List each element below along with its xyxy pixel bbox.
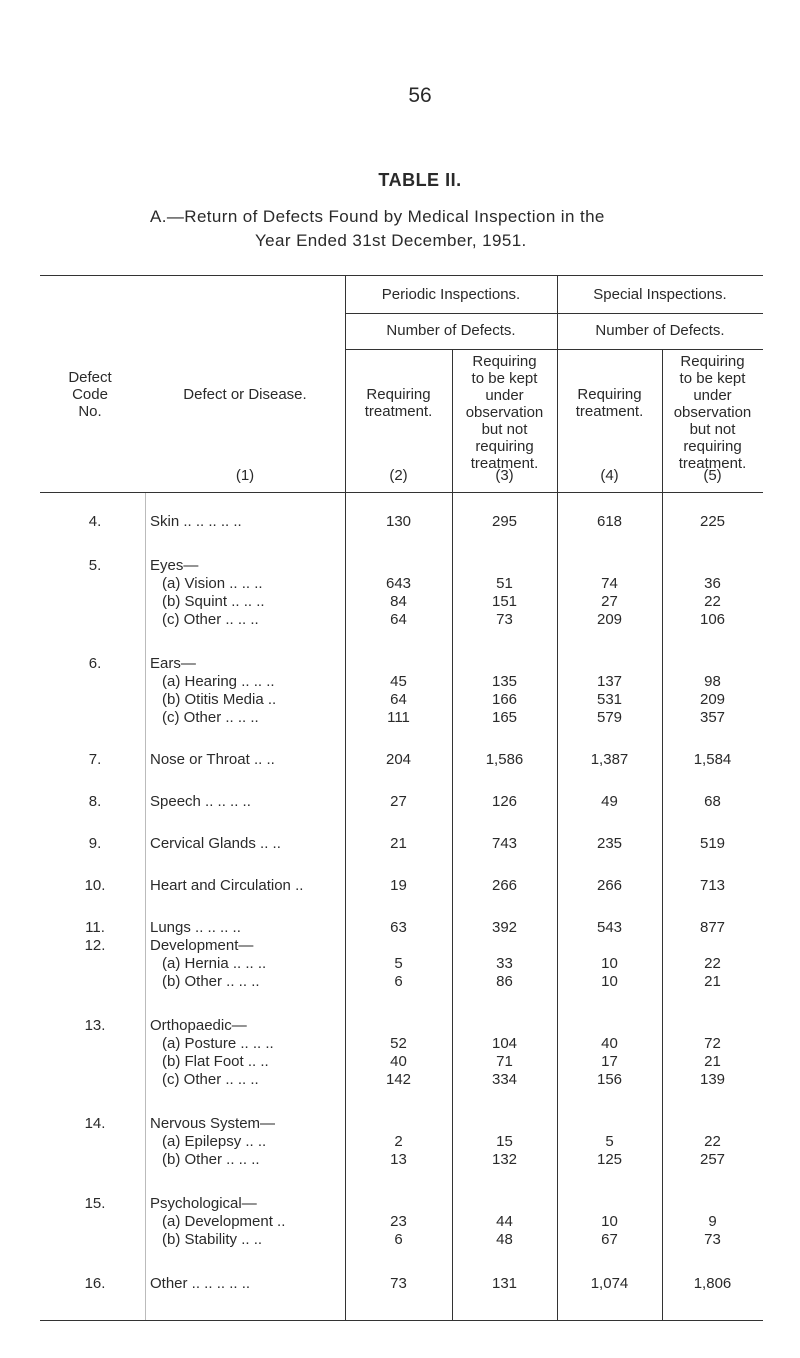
defect-count-col3: 165 bbox=[491, 709, 518, 726]
defect-label bbox=[150, 835, 281, 852]
leader-dots: .. .. .. .. bbox=[200, 793, 251, 810]
header-defect: Defect or Disease. bbox=[183, 386, 307, 403]
defect-count-col2: 643 bbox=[385, 575, 412, 592]
defect-code: 10. bbox=[84, 877, 106, 894]
defect-sub-marker: (a) bbox=[162, 1035, 185, 1052]
defect-label bbox=[150, 751, 275, 768]
defect-count-col4: 1,387 bbox=[590, 751, 629, 768]
defect-code: 5. bbox=[88, 557, 102, 574]
defect-name: Speech bbox=[150, 793, 201, 810]
defect-label bbox=[162, 973, 260, 990]
defect-count-col3: 743 bbox=[491, 835, 518, 852]
defect-sub-marker: (b) bbox=[162, 973, 185, 990]
defect-label bbox=[162, 575, 263, 592]
defect-label bbox=[162, 1231, 262, 1248]
leader-dots: .. .. bbox=[243, 1053, 269, 1070]
defect-label bbox=[150, 655, 196, 672]
leader-dots: .. .. bbox=[255, 835, 281, 852]
defect-count-col3: 132 bbox=[491, 1151, 518, 1168]
defect-count-col5: 9 bbox=[708, 1213, 717, 1230]
defect-count-col4: 10 bbox=[601, 1213, 618, 1230]
header-code: Defect Code No. bbox=[68, 369, 112, 420]
header-number-defects-periodic: Number of Defects. bbox=[386, 322, 516, 339]
header-col4: (4) bbox=[600, 467, 619, 484]
leader-dots: .. bbox=[290, 877, 304, 894]
leader-dots: .. bbox=[263, 691, 277, 708]
leader-dots: .. .. .. bbox=[221, 1071, 259, 1088]
defect-name: Flat Foot bbox=[184, 1053, 244, 1070]
defect-count-col5: 713 bbox=[699, 877, 726, 894]
defect-count-col3: 48 bbox=[496, 1231, 513, 1248]
defect-label bbox=[150, 919, 241, 936]
defect-count-col5: 21 bbox=[704, 973, 721, 990]
defect-label bbox=[150, 513, 242, 530]
defect-count-col2: 52 bbox=[390, 1035, 407, 1052]
defect-name: Otitis Media bbox=[184, 691, 264, 708]
defect-label bbox=[150, 877, 303, 894]
defect-count-col3: 51 bbox=[496, 575, 513, 592]
defect-count-col3: 73 bbox=[496, 611, 513, 628]
defect-name: Nose or Throat bbox=[150, 751, 250, 768]
defect-sub-marker: (a) bbox=[162, 1133, 185, 1150]
defect-sub-marker: (a) bbox=[162, 1213, 185, 1230]
defect-count-col2: 27 bbox=[390, 793, 407, 810]
defect-count-col3: 71 bbox=[496, 1053, 513, 1070]
defect-count-col5: 357 bbox=[699, 709, 726, 726]
defect-count-col5: 1,806 bbox=[693, 1275, 732, 1292]
page-number: 56 bbox=[408, 84, 432, 107]
defect-count-col5: 106 bbox=[699, 611, 726, 628]
defect-count-col3: 15 bbox=[496, 1133, 513, 1150]
defect-name: Eyes— bbox=[150, 557, 199, 574]
defect-count-col5: 73 bbox=[704, 1231, 721, 1248]
defect-count-col5: 22 bbox=[704, 1133, 721, 1150]
defect-name: Squint bbox=[184, 593, 228, 610]
defect-count-col3: 86 bbox=[496, 973, 513, 990]
defect-count-col5: 225 bbox=[699, 513, 726, 530]
defect-label bbox=[162, 691, 276, 708]
defect-code: 7. bbox=[88, 751, 102, 768]
defect-count-col2: 204 bbox=[385, 751, 412, 768]
defect-label bbox=[150, 557, 198, 574]
defect-name: Other bbox=[183, 1071, 222, 1088]
defect-count-col3: 392 bbox=[491, 919, 518, 936]
defect-count-col4: 17 bbox=[601, 1053, 618, 1070]
defect-name: Nervous System— bbox=[150, 1115, 276, 1132]
defect-name: Other bbox=[184, 973, 223, 990]
leader-dots: .. .. bbox=[241, 1133, 267, 1150]
defect-name: Epilepsy bbox=[184, 1133, 242, 1150]
defect-count-col5: 36 bbox=[704, 575, 721, 592]
header-number-defects-special: Number of Defects. bbox=[595, 322, 725, 339]
leader-dots: .. .. .. bbox=[222, 1151, 260, 1168]
header-bottom-rule bbox=[40, 492, 763, 493]
defect-label bbox=[162, 611, 259, 628]
defect-count-col2: 64 bbox=[390, 691, 407, 708]
table-subtitle-line-2: Year Ended 31st December, 1951. bbox=[255, 231, 527, 250]
defect-sub-marker: (c) bbox=[162, 611, 184, 628]
header-rule-periodic-1 bbox=[345, 313, 763, 314]
defect-sub-marker: (b) bbox=[162, 691, 185, 708]
defect-label bbox=[162, 709, 259, 726]
defect-count-col3: 104 bbox=[491, 1035, 518, 1052]
defect-name: Development bbox=[184, 1213, 273, 1230]
defect-count-col2: 6 bbox=[394, 1231, 403, 1248]
defect-name: Other bbox=[183, 709, 222, 726]
defect-name: Other bbox=[150, 1275, 188, 1292]
defect-code: 9. bbox=[88, 835, 102, 852]
defect-count-col5: 21 bbox=[704, 1053, 721, 1070]
defect-count-col5: 1,584 bbox=[693, 751, 732, 768]
defect-name: Posture bbox=[184, 1035, 237, 1052]
defect-name: Orthopaedic— bbox=[150, 1017, 247, 1034]
defect-count-col4: 27 bbox=[601, 593, 618, 610]
defect-count-col4: 125 bbox=[596, 1151, 623, 1168]
defect-count-col2: 111 bbox=[387, 709, 410, 726]
leader-dots: .. .. .. bbox=[225, 575, 263, 592]
defect-name: Cervical Glands bbox=[150, 835, 256, 852]
table-title: TABLE II. bbox=[378, 170, 462, 190]
leader-dots: .. .. .. .. .. bbox=[179, 513, 242, 530]
defect-code: 12. bbox=[84, 937, 106, 954]
defect-count-col4: 531 bbox=[596, 691, 623, 708]
defect-count-col5: 98 bbox=[704, 673, 721, 690]
defect-count-col2: 45 bbox=[390, 673, 407, 690]
leader-dots: .. .. .. .. .. bbox=[187, 1275, 251, 1292]
defect-name: Heart and Circulation bbox=[150, 877, 291, 894]
table-subtitle-line-1: A.—Return of Defects Found by Medical Inspection in the bbox=[150, 207, 605, 226]
defect-label bbox=[150, 1017, 247, 1034]
defect-count-col2: 84 bbox=[390, 593, 407, 610]
defect-count-col3: 334 bbox=[491, 1071, 518, 1088]
defect-count-col5: 22 bbox=[704, 955, 721, 972]
defect-count-col2: 142 bbox=[385, 1071, 412, 1088]
defect-count-col3: 295 bbox=[491, 513, 518, 530]
defect-count-col5: 257 bbox=[699, 1151, 726, 1168]
leader-dots: .. .. .. bbox=[228, 955, 267, 972]
defect-label bbox=[150, 937, 253, 954]
defect-label bbox=[150, 793, 251, 810]
defect-count-col4: 5 bbox=[605, 1133, 614, 1150]
defect-count-col2: 23 bbox=[390, 1213, 407, 1230]
defect-count-col4: 618 bbox=[596, 513, 623, 530]
col-divider-1 bbox=[145, 493, 146, 1320]
defect-sub-marker: (b) bbox=[162, 1151, 185, 1168]
defect-count-col4: 1,074 bbox=[590, 1275, 629, 1292]
defect-count-col4: 40 bbox=[601, 1035, 618, 1052]
defect-count-col4: 74 bbox=[601, 575, 618, 592]
defect-count-col4: 579 bbox=[596, 709, 623, 726]
defect-code: 11. bbox=[85, 919, 105, 936]
leader-dots: .. .. .. bbox=[221, 709, 259, 726]
defect-count-col4: 209 bbox=[596, 611, 623, 628]
leader-dots: .. bbox=[272, 1213, 286, 1230]
defect-label bbox=[162, 673, 275, 690]
header-col3: (3) bbox=[495, 467, 514, 484]
defect-label bbox=[150, 1275, 250, 1292]
defect-code: 4. bbox=[88, 513, 102, 530]
defect-count-col3: 151 bbox=[491, 593, 518, 610]
leader-dots: .. .. .. bbox=[236, 1035, 274, 1052]
leader-dots: .. .. .. bbox=[227, 593, 265, 610]
defect-count-col4: 137 bbox=[596, 673, 623, 690]
leader-dots: .. .. bbox=[237, 1231, 263, 1248]
defect-label bbox=[162, 1053, 269, 1070]
defect-name: Vision bbox=[184, 575, 226, 592]
defect-sub-marker: (c) bbox=[162, 709, 184, 726]
defect-count-col4: 156 bbox=[596, 1071, 623, 1088]
defect-name: Hernia bbox=[184, 955, 229, 972]
defect-count-col4: 49 bbox=[601, 793, 618, 810]
defect-count-col3: 266 bbox=[491, 877, 518, 894]
defect-code: 14. bbox=[84, 1115, 106, 1132]
defect-count-col4: 10 bbox=[601, 973, 618, 990]
leader-dots: .. .. .. bbox=[222, 973, 260, 990]
header-req-treatment-periodic: Requiring treatment. bbox=[364, 386, 433, 420]
defect-name: Stability bbox=[184, 1231, 238, 1248]
defect-code: 8. bbox=[88, 793, 102, 810]
defect-code: 6. bbox=[88, 655, 102, 672]
defect-count-col4: 543 bbox=[596, 919, 623, 936]
defect-count-col5: 68 bbox=[704, 793, 721, 810]
defect-count-col4: 235 bbox=[596, 835, 623, 852]
defect-sub-marker: (a) bbox=[162, 955, 185, 972]
defect-count-col2: 63 bbox=[390, 919, 407, 936]
defect-name: Hearing bbox=[184, 673, 238, 690]
header-col2: (2) bbox=[389, 467, 408, 484]
defect-label bbox=[150, 1115, 275, 1132]
defect-count-col4: 67 bbox=[601, 1231, 618, 1248]
defect-label bbox=[150, 1195, 257, 1212]
defect-name: Development— bbox=[150, 937, 254, 954]
defect-code: 15. bbox=[84, 1195, 106, 1212]
defect-count-col5: 519 bbox=[699, 835, 726, 852]
defect-count-col5: 139 bbox=[699, 1071, 726, 1088]
defect-sub-marker: (a) bbox=[162, 575, 185, 592]
defect-count-col3: 126 bbox=[491, 793, 518, 810]
header-rule-periodic-2 bbox=[345, 349, 763, 350]
header-req-observation-special: Requiring to be kept under observation but not requiring treatment. bbox=[673, 353, 752, 472]
defect-name: Ears— bbox=[150, 655, 196, 672]
defect-name: Lungs bbox=[150, 919, 191, 936]
defect-code: 13. bbox=[84, 1017, 106, 1034]
leader-dots: .. .. .. bbox=[237, 673, 275, 690]
defect-sub-marker: (b) bbox=[162, 1053, 185, 1070]
defect-count-col2: 40 bbox=[390, 1053, 407, 1070]
header-col5: (5) bbox=[703, 467, 722, 484]
header-special: Special Inspections. bbox=[593, 286, 727, 303]
defect-name: Skin bbox=[150, 513, 180, 530]
defect-label bbox=[162, 593, 265, 610]
table-bottom-rule bbox=[40, 1320, 763, 1321]
defect-count-col2: 6 bbox=[394, 973, 403, 990]
leader-dots: .. .. .. bbox=[221, 611, 259, 628]
defect-count-col2: 130 bbox=[385, 513, 412, 530]
defect-label bbox=[162, 955, 266, 972]
defect-label bbox=[162, 1133, 266, 1150]
defect-count-col5: 72 bbox=[704, 1035, 721, 1052]
defect-label bbox=[162, 1151, 260, 1168]
defect-label bbox=[162, 1035, 274, 1052]
defect-count-col2: 64 bbox=[390, 611, 407, 628]
header-req-observation-periodic: Requiring to be kept under observation but not requiring treatment. bbox=[465, 353, 544, 472]
header-defect-num: (1) bbox=[235, 467, 255, 484]
defect-count-col2: 13 bbox=[390, 1151, 407, 1168]
defect-count-col3: 33 bbox=[496, 955, 513, 972]
defect-count-col3: 1,586 bbox=[485, 751, 524, 768]
defect-count-col2: 21 bbox=[390, 835, 407, 852]
defect-count-col5: 877 bbox=[699, 919, 726, 936]
defect-count-col3: 44 bbox=[496, 1213, 513, 1230]
defect-count-col2: 5 bbox=[394, 955, 403, 972]
defect-sub-marker: (c) bbox=[162, 1071, 184, 1088]
defect-count-col4: 266 bbox=[596, 877, 623, 894]
defect-count-col5: 209 bbox=[699, 691, 726, 708]
defect-code: 16. bbox=[84, 1275, 106, 1292]
defect-sub-marker: (b) bbox=[162, 1231, 185, 1248]
defect-count-col2: 19 bbox=[390, 877, 407, 894]
header-periodic: Periodic Inspections. bbox=[381, 286, 521, 303]
defect-name: Other bbox=[184, 1151, 223, 1168]
defect-name: Other bbox=[183, 611, 222, 628]
defect-label bbox=[162, 1213, 285, 1230]
header-req-treatment-special: Requiring treatment. bbox=[575, 386, 644, 420]
defect-count-col2: 73 bbox=[390, 1275, 407, 1292]
leader-dots: .. .. .. .. bbox=[190, 919, 241, 936]
defect-sub-marker: (b) bbox=[162, 593, 185, 610]
defect-count-col2: 2 bbox=[394, 1133, 403, 1150]
leader-dots: .. .. bbox=[249, 751, 275, 768]
defect-count-col5: 22 bbox=[704, 593, 721, 610]
defect-name: Psychological— bbox=[150, 1195, 257, 1212]
defect-count-col3: 135 bbox=[491, 673, 518, 690]
defect-count-col3: 131 bbox=[491, 1275, 518, 1292]
table-top-rule bbox=[40, 275, 763, 276]
defect-count-col4: 10 bbox=[601, 955, 618, 972]
defect-count-col3: 166 bbox=[491, 691, 518, 708]
defect-label bbox=[162, 1071, 259, 1088]
defect-sub-marker: (a) bbox=[162, 673, 185, 690]
